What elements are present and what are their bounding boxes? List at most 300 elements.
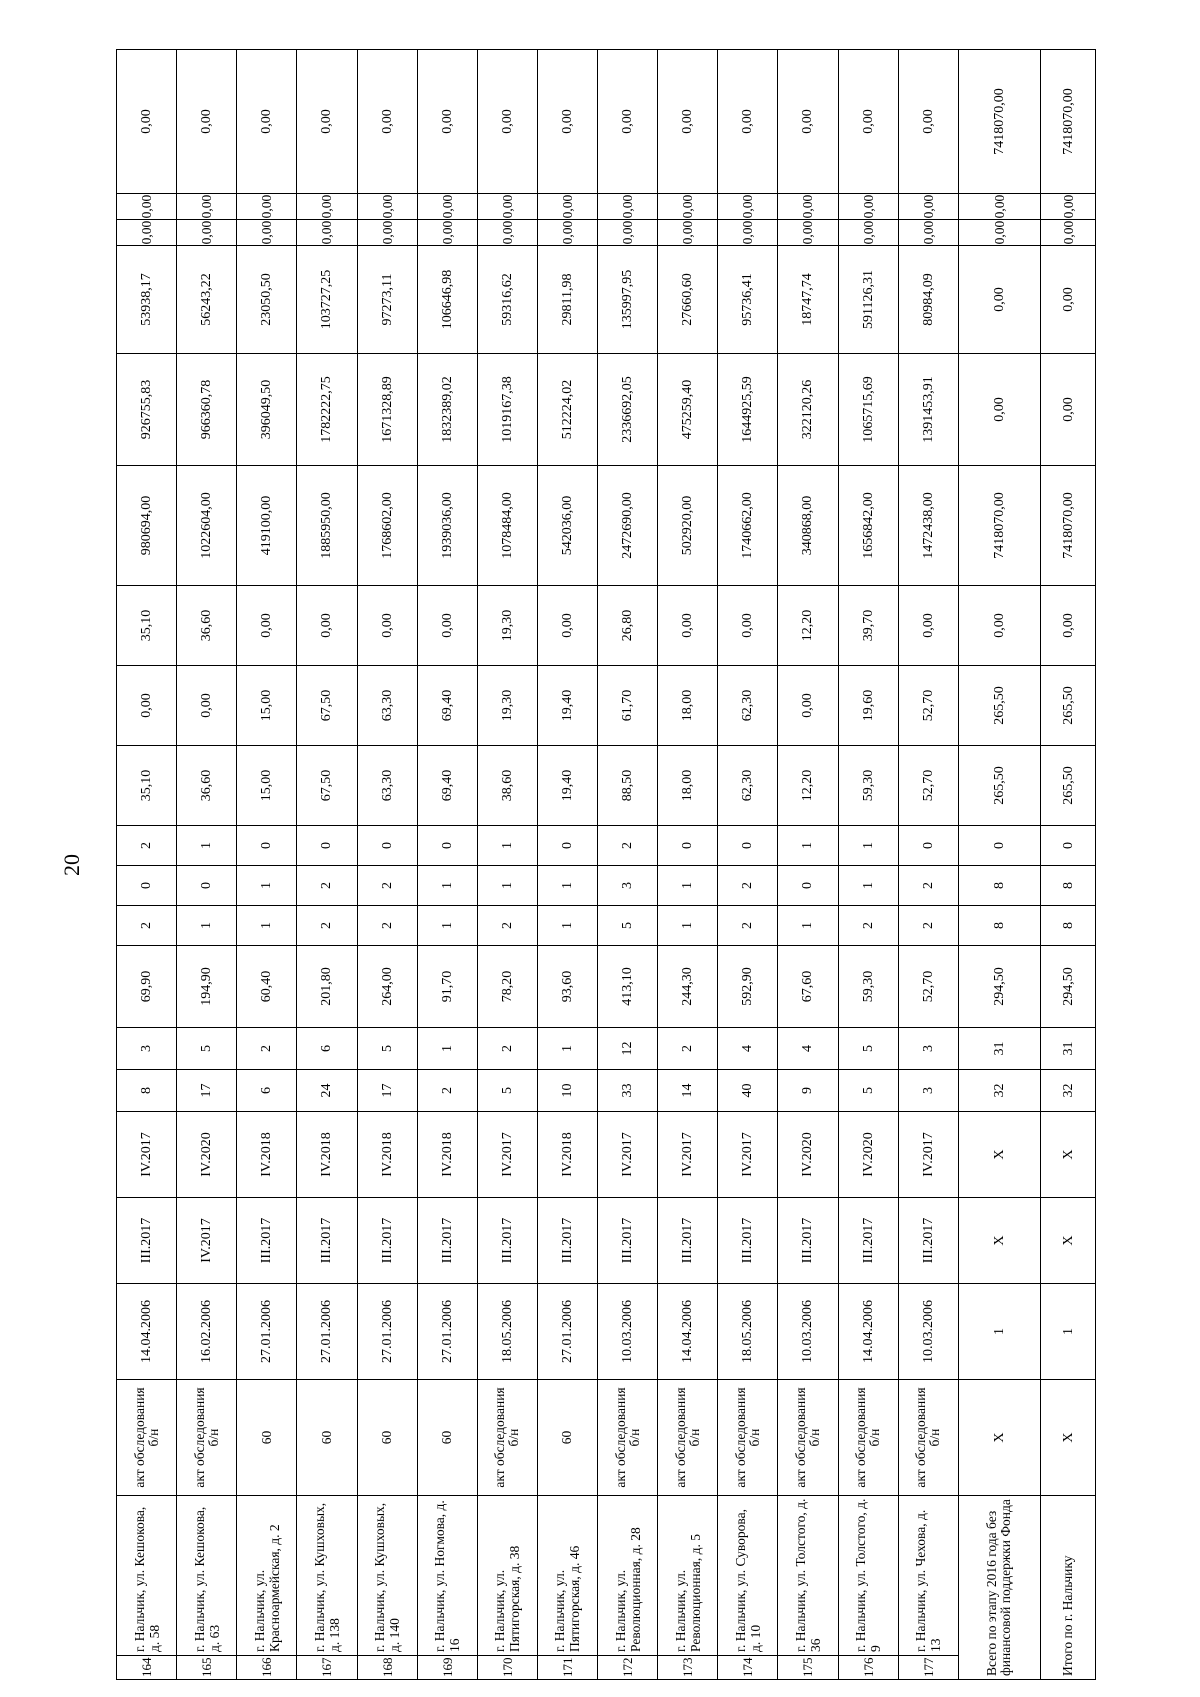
cell-c4: 8 (958, 906, 1040, 946)
cell-c5: 2 (297, 866, 357, 906)
cell-c11: 396049,50 (237, 354, 297, 466)
cell-date: 27.01.2006 (417, 1284, 477, 1380)
cell-c12: 135997,95 (598, 246, 658, 354)
cell-c4: 2 (838, 906, 898, 946)
cell-c2: 1 (417, 1028, 477, 1070)
cell-c10: 1656842,00 (838, 466, 898, 586)
cell-c3: 52,70 (898, 946, 958, 1028)
cell-c11: 0,00 (1041, 354, 1096, 466)
cell-c14: 0,00 (838, 194, 898, 220)
document-cell: акт обследования б/н (838, 1380, 898, 1496)
cell-c10: 980694,00 (117, 466, 177, 586)
cell-c7: 52,70 (898, 746, 958, 826)
cell-c3: 264,00 (357, 946, 417, 1028)
cell-c6: 1 (838, 826, 898, 866)
cell-c11: 475259,40 (658, 354, 718, 466)
cell-c1: 5 (838, 1070, 898, 1112)
cell-c6: 1 (177, 826, 237, 866)
cell-date: 10.03.2006 (778, 1284, 838, 1380)
cell-date: 14.04.2006 (838, 1284, 898, 1380)
cell-c15: 0,00 (838, 50, 898, 194)
address-cell: г. Нальчик, ул. Ногмова, д. 16 (417, 1496, 477, 1656)
document-cell: акт обследования б/н (117, 1380, 177, 1496)
cell-c6: 0 (898, 826, 958, 866)
cell-c10: 542036,00 (537, 466, 597, 586)
cell-c14: 0,00 (598, 194, 658, 220)
address-cell: г. Нальчик, ул. Красноармейская, д. 2 (237, 1496, 297, 1656)
row-number: 167 (297, 1656, 357, 1680)
cell-q1: III.2017 (658, 1198, 718, 1284)
table-row (898, 50, 958, 1680)
cell-q1: X (958, 1198, 1040, 1284)
cell-c3: 413,10 (598, 946, 658, 1028)
cell-c3: 194,90 (177, 946, 237, 1028)
cell-q2: IV.2018 (357, 1112, 417, 1198)
cell-c12: 29811,98 (537, 246, 597, 354)
cell-c1: 3 (898, 1070, 958, 1112)
cell-c2: 5 (838, 1028, 898, 1070)
cell-c9: 0,00 (297, 586, 357, 666)
cell-c11: 0,00 (958, 354, 1040, 466)
cell-c12: 0,00 (958, 246, 1040, 354)
cell-q2: IV.2020 (838, 1112, 898, 1198)
cell-c2: 2 (237, 1028, 297, 1070)
cell-c3: 60,40 (237, 946, 297, 1028)
cell-c13: 0,00 (898, 220, 958, 246)
cell-c12: 95736,41 (718, 246, 778, 354)
cell-c14: 0,00 (958, 194, 1040, 220)
cell-c11: 1782222,75 (297, 354, 357, 466)
cell-c10: 1939036,00 (417, 466, 477, 586)
cell-c10: 1022604,00 (177, 466, 237, 586)
cell-c9: 12,20 (778, 586, 838, 666)
document-cell: акт обследования б/н (718, 1380, 778, 1496)
cell-date: 27.01.2006 (297, 1284, 357, 1380)
cell-c7: 15,00 (237, 746, 297, 826)
cell-c5: 0 (117, 866, 177, 906)
cell-c11: 1019167,38 (477, 354, 537, 466)
cell-c4: 5 (598, 906, 658, 946)
table-row (117, 50, 177, 1680)
row-number: 170 (477, 1656, 537, 1680)
cell-c11: 512224,02 (537, 354, 597, 466)
cell-c1: 17 (177, 1070, 237, 1112)
address-cell: г. Нальчик, ул. Толстого, д. 9 (838, 1496, 898, 1656)
cell-c12: 23050,50 (237, 246, 297, 354)
table-row (417, 50, 477, 1680)
cell-c12: 103727,25 (297, 246, 357, 354)
address-cell: г. Нальчик, ул. Кушховых, д. 138 (297, 1496, 357, 1656)
cell-q2: IV.2020 (778, 1112, 838, 1198)
row-number: 165 (177, 1656, 237, 1680)
cell-c2: 6 (297, 1028, 357, 1070)
cell-c9: 0,00 (237, 586, 297, 666)
cell-q1: III.2017 (117, 1198, 177, 1284)
cell-q1: III.2017 (838, 1198, 898, 1284)
cell-c13: 0,00 (477, 220, 537, 246)
cell-c5: 1 (417, 866, 477, 906)
cell-c7: 35,10 (117, 746, 177, 826)
row-number: 176 (838, 1656, 898, 1680)
row-number: 177 (898, 1656, 958, 1680)
cell-c8: 0,00 (117, 666, 177, 746)
cell-c1: 2 (417, 1070, 477, 1112)
table-row (237, 50, 297, 1680)
cell-c10: 7418070,00 (958, 466, 1040, 586)
cell-c1: 8 (117, 1070, 177, 1112)
cell-c8: 69,40 (417, 666, 477, 746)
cell-c3: 69,90 (117, 946, 177, 1028)
cell-c1: 6 (237, 1070, 297, 1112)
document-cell: акт обследования б/н (778, 1380, 838, 1496)
cell-q2: IV.2017 (477, 1112, 537, 1198)
cell-q2: IV.2017 (598, 1112, 658, 1198)
cell-c2: 12 (598, 1028, 658, 1070)
cell-c5: 1 (237, 866, 297, 906)
document-cell: X (958, 1380, 1040, 1496)
cell-c2: 2 (658, 1028, 718, 1070)
cell-c12: 53938,17 (117, 246, 177, 354)
cell-q2: IV.2020 (177, 1112, 237, 1198)
cell-c13: 0,00 (177, 220, 237, 246)
cell-c6: 0 (1041, 826, 1096, 866)
cell-q2: IV.2018 (297, 1112, 357, 1198)
row-number: 168 (357, 1656, 417, 1680)
cell-q2: IV.2018 (237, 1112, 297, 1198)
cell-c1: 32 (958, 1070, 1040, 1112)
cell-c1: 24 (297, 1070, 357, 1112)
cell-c6: 2 (598, 826, 658, 866)
cell-c8: 61,70 (598, 666, 658, 746)
cell-c1: 10 (537, 1070, 597, 1112)
cell-q2: IV.2018 (417, 1112, 477, 1198)
cell-c3: 67,60 (778, 946, 838, 1028)
cell-c14: 0,00 (898, 194, 958, 220)
cell-c15: 0,00 (778, 50, 838, 194)
cell-c4: 8 (1041, 906, 1096, 946)
table-row (537, 50, 597, 1680)
cell-c11: 926755,83 (117, 354, 177, 466)
cell-c4: 1 (537, 906, 597, 946)
cell-q1: III.2017 (477, 1198, 537, 1284)
cell-c6: 0 (237, 826, 297, 866)
cell-c8: 67,50 (297, 666, 357, 746)
cell-c15: 0,00 (117, 50, 177, 194)
cell-c8: 52,70 (898, 666, 958, 746)
cell-q2: IV.2017 (117, 1112, 177, 1198)
document-cell: акт обследования б/н (658, 1380, 718, 1496)
cell-c9: 0,00 (658, 586, 718, 666)
cell-c10: 1078484,00 (477, 466, 537, 586)
cell-c8: 19,40 (537, 666, 597, 746)
cell-c6: 0 (718, 826, 778, 866)
cell-c9: 0,00 (537, 586, 597, 666)
cell-c13: 0,00 (117, 220, 177, 246)
cell-q1: III.2017 (357, 1198, 417, 1284)
cell-date: 18.05.2006 (477, 1284, 537, 1380)
cell-c13: 0,00 (718, 220, 778, 246)
address-cell: г. Нальчик, ул. Революционная, д. 5 (658, 1496, 718, 1656)
cell-c12: 591126,31 (838, 246, 898, 354)
cell-c1: 17 (357, 1070, 417, 1112)
cell-c7: 12,20 (778, 746, 838, 826)
cell-c5: 0 (778, 866, 838, 906)
cell-c5: 2 (898, 866, 958, 906)
cell-date: 27.01.2006 (537, 1284, 597, 1380)
table-row (838, 50, 898, 1680)
cell-c4: 2 (357, 906, 417, 946)
cell-c14: 0,00 (177, 194, 237, 220)
table-body (117, 50, 1096, 1680)
document-cell: 60 (357, 1380, 417, 1496)
cell-c14: 0,00 (237, 194, 297, 220)
cell-c8: 265,50 (1041, 666, 1096, 746)
cell-c8: 18,00 (658, 666, 718, 746)
cell-c13: 0,00 (357, 220, 417, 246)
document-cell: акт обследования б/н (598, 1380, 658, 1496)
cell-c7: 38,60 (477, 746, 537, 826)
cell-c12: 80984,09 (898, 246, 958, 354)
cell-c15: 0,00 (237, 50, 297, 194)
cell-c15: 0,00 (357, 50, 417, 194)
cell-c9: 0,00 (357, 586, 417, 666)
cell-c2: 3 (117, 1028, 177, 1070)
cell-c8: 0,00 (778, 666, 838, 746)
cell-c14: 0,00 (537, 194, 597, 220)
cell-c7: 265,50 (1041, 746, 1096, 826)
cell-date: 27.01.2006 (357, 1284, 417, 1380)
cell-c9: 39,70 (838, 586, 898, 666)
cell-c13: 0,00 (1041, 220, 1096, 246)
cell-c15: 0,00 (417, 50, 477, 194)
cell-date: 1 (958, 1284, 1040, 1380)
cell-c15: 0,00 (297, 50, 357, 194)
subtotal-row (958, 50, 1040, 1680)
cell-c2: 4 (778, 1028, 838, 1070)
cell-c10: 1885950,00 (297, 466, 357, 586)
cell-c5: 8 (958, 866, 1040, 906)
subtotal-row-label: Всего по этапу 2016 года без финансовой поддержки Фонда (958, 1496, 1040, 1680)
cell-c10: 1768602,00 (357, 466, 417, 586)
cell-c10: 340868,00 (778, 466, 838, 586)
address-cell: г. Нальчик, ул. Кешокова, д. 63 (177, 1496, 237, 1656)
cell-c3: 91,70 (417, 946, 477, 1028)
cell-c9: 36,60 (177, 586, 237, 666)
cell-c1: 9 (778, 1070, 838, 1112)
cell-c13: 0,00 (658, 220, 718, 246)
cell-c3: 93,60 (537, 946, 597, 1028)
address-cell: г. Нальчик, ул. Чехова, д. 13 (898, 1496, 958, 1656)
cell-c6: 0 (297, 826, 357, 866)
cell-c7: 36,60 (177, 746, 237, 826)
cell-c5: 0 (177, 866, 237, 906)
cell-c5: 1 (477, 866, 537, 906)
cell-c11: 322120,26 (778, 354, 838, 466)
cell-q1: III.2017 (898, 1198, 958, 1284)
cell-c4: 2 (477, 906, 537, 946)
cell-c11: 1644925,59 (718, 354, 778, 466)
cell-c10: 502920,00 (658, 466, 718, 586)
cell-c2: 5 (357, 1028, 417, 1070)
cell-c8: 62,30 (718, 666, 778, 746)
cell-c9: 0,00 (718, 586, 778, 666)
document-cell: 60 (297, 1380, 357, 1496)
cell-c14: 0,00 (778, 194, 838, 220)
table-row (598, 50, 658, 1680)
cell-c3: 201,80 (297, 946, 357, 1028)
cell-c13: 0,00 (537, 220, 597, 246)
cell-c6: 0 (537, 826, 597, 866)
cell-q1: III.2017 (598, 1198, 658, 1284)
cell-c7: 63,30 (357, 746, 417, 826)
cell-q2: X (958, 1112, 1040, 1198)
cell-date: 10.03.2006 (598, 1284, 658, 1380)
cell-c15: 0,00 (598, 50, 658, 194)
cell-c13: 0,00 (417, 220, 477, 246)
cell-c3: 59,30 (838, 946, 898, 1028)
cell-q1: III.2017 (778, 1198, 838, 1284)
cell-c2: 4 (718, 1028, 778, 1070)
cell-c4: 1 (177, 906, 237, 946)
cell-c2: 3 (898, 1028, 958, 1070)
cell-c4: 2 (117, 906, 177, 946)
cell-q2: X (1041, 1112, 1096, 1198)
cell-c15: 0,00 (658, 50, 718, 194)
cell-c7: 69,40 (417, 746, 477, 826)
row-number: 172 (598, 1656, 658, 1680)
document-cell: 60 (417, 1380, 477, 1496)
address-cell: г. Нальчик, ул. Кешокова, д. 58 (117, 1496, 177, 1656)
cell-c1: 33 (598, 1070, 658, 1112)
cell-c4: 1 (778, 906, 838, 946)
page-number: 20 (59, 854, 84, 876)
cell-c11: 966360,78 (177, 354, 237, 466)
cell-c14: 0,00 (658, 194, 718, 220)
cell-c1: 32 (1041, 1070, 1096, 1112)
cell-c8: 19,60 (838, 666, 898, 746)
cell-c2: 2 (477, 1028, 537, 1070)
cell-c15: 0,00 (898, 50, 958, 194)
cell-c8: 15,00 (237, 666, 297, 746)
cell-c13: 0,00 (237, 220, 297, 246)
row-number: 166 (237, 1656, 297, 1680)
cell-c5: 3 (598, 866, 658, 906)
cell-c8: 19,30 (477, 666, 537, 746)
cell-c6: 0 (357, 826, 417, 866)
cell-q1: III.2017 (537, 1198, 597, 1284)
cell-c15: 0,00 (177, 50, 237, 194)
cell-c7: 62,30 (718, 746, 778, 826)
cell-q2: IV.2017 (658, 1112, 718, 1198)
cell-c6: 0 (958, 826, 1040, 866)
cell-c10: 419100,00 (237, 466, 297, 586)
cell-c2: 1 (537, 1028, 597, 1070)
cell-c13: 0,00 (598, 220, 658, 246)
cell-c14: 0,00 (417, 194, 477, 220)
cell-date: 27.01.2006 (237, 1284, 297, 1380)
cell-q2: IV.2017 (718, 1112, 778, 1198)
document-cell: акт обследования б/н (177, 1380, 237, 1496)
register-table-rotated (116, 50, 1096, 1680)
cell-date: 18.05.2006 (718, 1284, 778, 1380)
cell-c15: 7418070,00 (1041, 50, 1096, 194)
address-cell: г. Нальчик, ул. Пятигорская, д. 38 (477, 1496, 537, 1656)
cell-c10: 1472438,00 (898, 466, 958, 586)
row-number: 173 (658, 1656, 718, 1680)
cell-c6: 0 (658, 826, 718, 866)
cell-c10: 1740662,00 (718, 466, 778, 586)
document-cell: X (1041, 1380, 1096, 1496)
cell-c13: 0,00 (297, 220, 357, 246)
cell-date: 16.02.2006 (177, 1284, 237, 1380)
cell-c12: 27660,60 (658, 246, 718, 354)
cell-c9: 0,00 (1041, 586, 1096, 666)
cell-c7: 59,30 (838, 746, 898, 826)
row-number: 175 (778, 1656, 838, 1680)
cell-c13: 0,00 (778, 220, 838, 246)
document-cell: акт обследования б/н (898, 1380, 958, 1496)
cell-c7: 19,40 (537, 746, 597, 826)
cell-date: 14.04.2006 (658, 1284, 718, 1380)
cell-date: 1 (1041, 1284, 1096, 1380)
table-row (357, 50, 417, 1680)
cell-c7: 88,50 (598, 746, 658, 826)
cell-q1: III.2017 (237, 1198, 297, 1284)
cell-c15: 0,00 (718, 50, 778, 194)
cell-c6: 2 (117, 826, 177, 866)
cell-c12: 106646,98 (417, 246, 477, 354)
cell-c11: 2336692,05 (598, 354, 658, 466)
cell-q1: III.2017 (297, 1198, 357, 1284)
cell-c9: 35,10 (117, 586, 177, 666)
table-row (177, 50, 237, 1680)
cell-c2: 31 (958, 1028, 1040, 1070)
cell-c9: 26,80 (598, 586, 658, 666)
cell-c9: 0,00 (958, 586, 1040, 666)
housing-register-table (116, 49, 1096, 1680)
cell-q1: X (1041, 1198, 1096, 1284)
cell-c14: 0,00 (477, 194, 537, 220)
total-row (1041, 50, 1096, 1680)
row-number: 171 (537, 1656, 597, 1680)
total-row-label: Итого по г. Нальчику (1041, 1496, 1096, 1680)
document-cell: 60 (537, 1380, 597, 1496)
cell-c1: 5 (477, 1070, 537, 1112)
cell-c15: 0,00 (537, 50, 597, 194)
cell-c14: 0,00 (357, 194, 417, 220)
cell-c5: 2 (718, 866, 778, 906)
row-number: 174 (718, 1656, 778, 1680)
cell-c10: 7418070,00 (1041, 466, 1096, 586)
cell-c10: 2472690,00 (598, 466, 658, 586)
cell-c14: 0,00 (117, 194, 177, 220)
cell-c6: 1 (778, 826, 838, 866)
cell-c13: 0,00 (838, 220, 898, 246)
cell-c7: 67,50 (297, 746, 357, 826)
cell-c11: 1671328,89 (357, 354, 417, 466)
address-cell: г. Нальчик, ул. Пятигорская, д. 46 (537, 1496, 597, 1656)
cell-c8: 0,00 (177, 666, 237, 746)
cell-q1: III.2017 (417, 1198, 477, 1284)
cell-c4: 1 (658, 906, 718, 946)
address-cell: г. Нальчик, ул. Кушховых, д. 140 (357, 1496, 417, 1656)
cell-c5: 1 (537, 866, 597, 906)
cell-q2: IV.2017 (898, 1112, 958, 1198)
cell-c9: 0,00 (898, 586, 958, 666)
cell-c2: 5 (177, 1028, 237, 1070)
cell-c5: 1 (838, 866, 898, 906)
cell-c3: 244,30 (658, 946, 718, 1028)
